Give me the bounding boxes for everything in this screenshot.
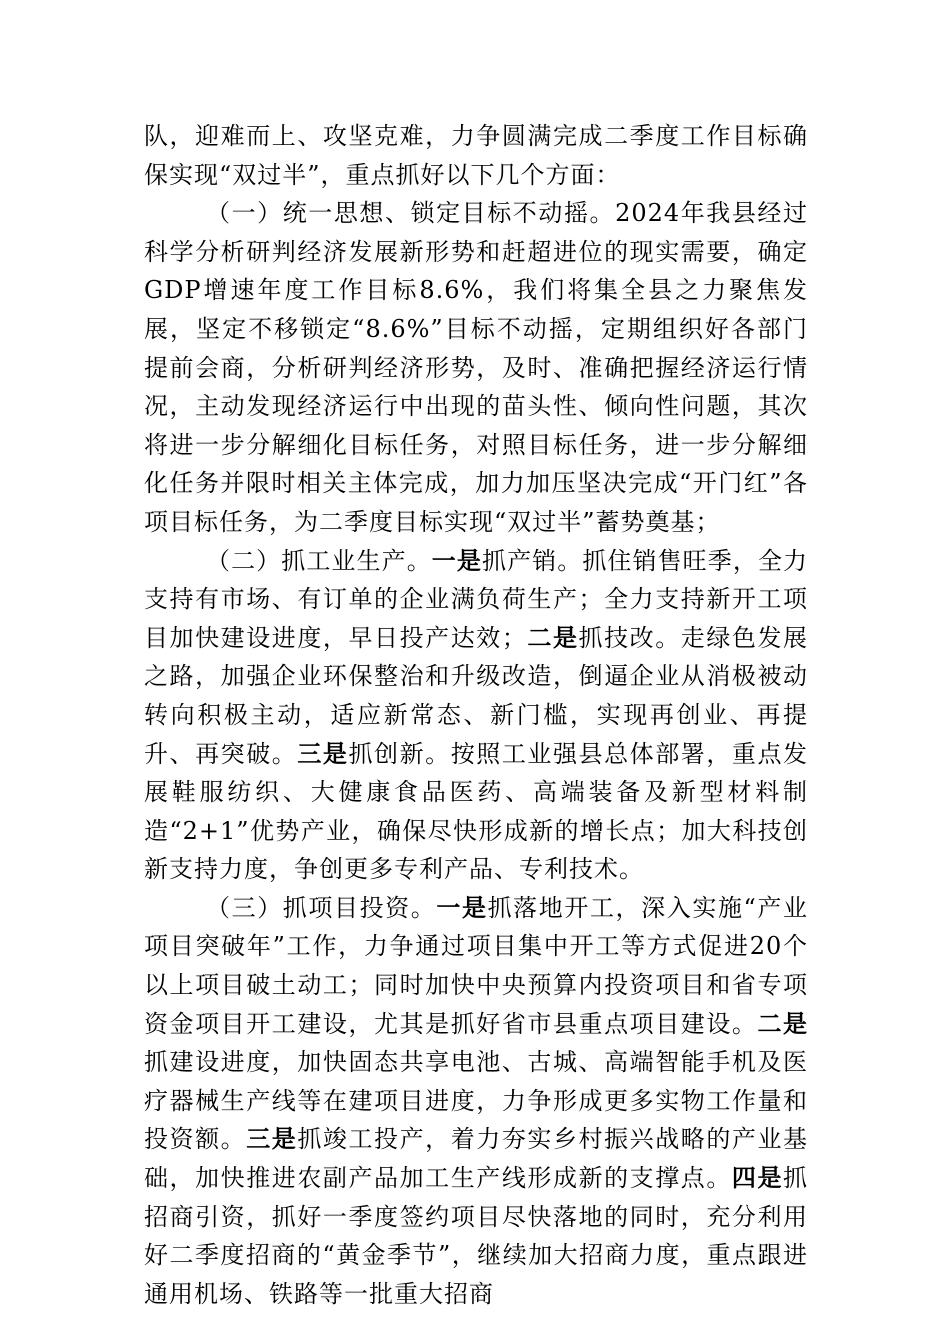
paragraph-section-2: [144, 542, 808, 889]
bold-marker: 四是: [731, 1163, 784, 1193]
paragraph-continuation: [144, 117, 808, 194]
paragraph-text: 抓建设进度，加快固态共享电池、古城、高端智能手机及医疗器械生产线等在建项目进度，力争形成更多实物工作量和投资额。: [144, 1048, 808, 1154]
paragraph-text: 抓落地开工，深入实施“产业项目突破年”工作，力争通过项目集中开工等方式促进20个以上项目破土动工；同时加快中央预算内投资项目和省专项资金项目开工建设，尤其是抓好省市县重点项目建设。: [144, 893, 809, 1038]
paragraph-section-3: [144, 889, 808, 1314]
bold-marker: 一是: [436, 892, 488, 922]
paragraph-text: 抓创新。按照工业强县总体部署，重点发展鞋服纺织、大健康食品医药、高端装备及新型材料制造“2+1”优势产业，确保尽快形成新的增长点；加大科技创新支持力度，争创更多专利产品、专利技术。: [144, 739, 809, 884]
paragraph-text: 抓产销。抓住销售旺季，全力支持有市场、有订单的企业满负荷生产；全力支持新开工项目加快建设进度，早日投产达效；: [144, 546, 809, 652]
section-heading: （二）抓工业生产。: [206, 546, 432, 575]
paragraph-text: 队，迎难而上、攻坚克难，力争圆满完成二季度工作目标确保实现“双过半”，重点抓好以下几个方面：: [144, 122, 808, 189]
bold-marker: 三是: [246, 1124, 298, 1154]
paragraph-section-1: [144, 194, 808, 541]
bold-marker: 二是: [526, 622, 579, 652]
paragraph-text: 抓招商引资，抓好一季度签约项目尽快落地的同时，充分利用好二季度招商的“黄金季节”，继续加大招商力度，重点跟进通用机场、铁路等一批重大招商: [144, 1164, 809, 1308]
document-body: [144, 117, 808, 1313]
paragraph-text: 抓技改。走绿色发展之路，加强企业环保整治和升级改造，倒逼企业从消极被动转向积极主动，适应新常态、新门槛，实现再创业、再提升、再突破。: [144, 623, 809, 768]
bold-marker: 二是: [757, 1008, 809, 1038]
bold-marker: 三是: [297, 738, 349, 768]
section-heading: （三）抓项目投资。: [206, 893, 437, 922]
paragraph-text: 抓竣工投产，着力夯实乡村振兴战略的产业基础，加快推进农副产品加工生产线形成新的支撑点。: [144, 1125, 809, 1193]
paragraph-text: （一）统一思想、锁定目标不动摇。2024年我县经过科学分析研判经济发展新形势和赶超进位的现实需要，确定GDP增速年度工作目标8.6%，我们将集全县之力聚焦发展，坚定不移锁定“8.6%”目标不动摇，定期组织好各部门提前会商，分析研判经济形势，及时、准确把握经济运行情况，主动发现经济运行中出现的苗头性、倾向性问题，其次将进一步分解细化目标任务，对照目标任务，进一步分解细化任务并限时相关主体完成，加力加压坚决完成“开门红”各项目标任务，为二季度目标实现“双过半”蓄势奠基；: [144, 199, 808, 536]
bold-marker: 一是: [431, 545, 482, 575]
